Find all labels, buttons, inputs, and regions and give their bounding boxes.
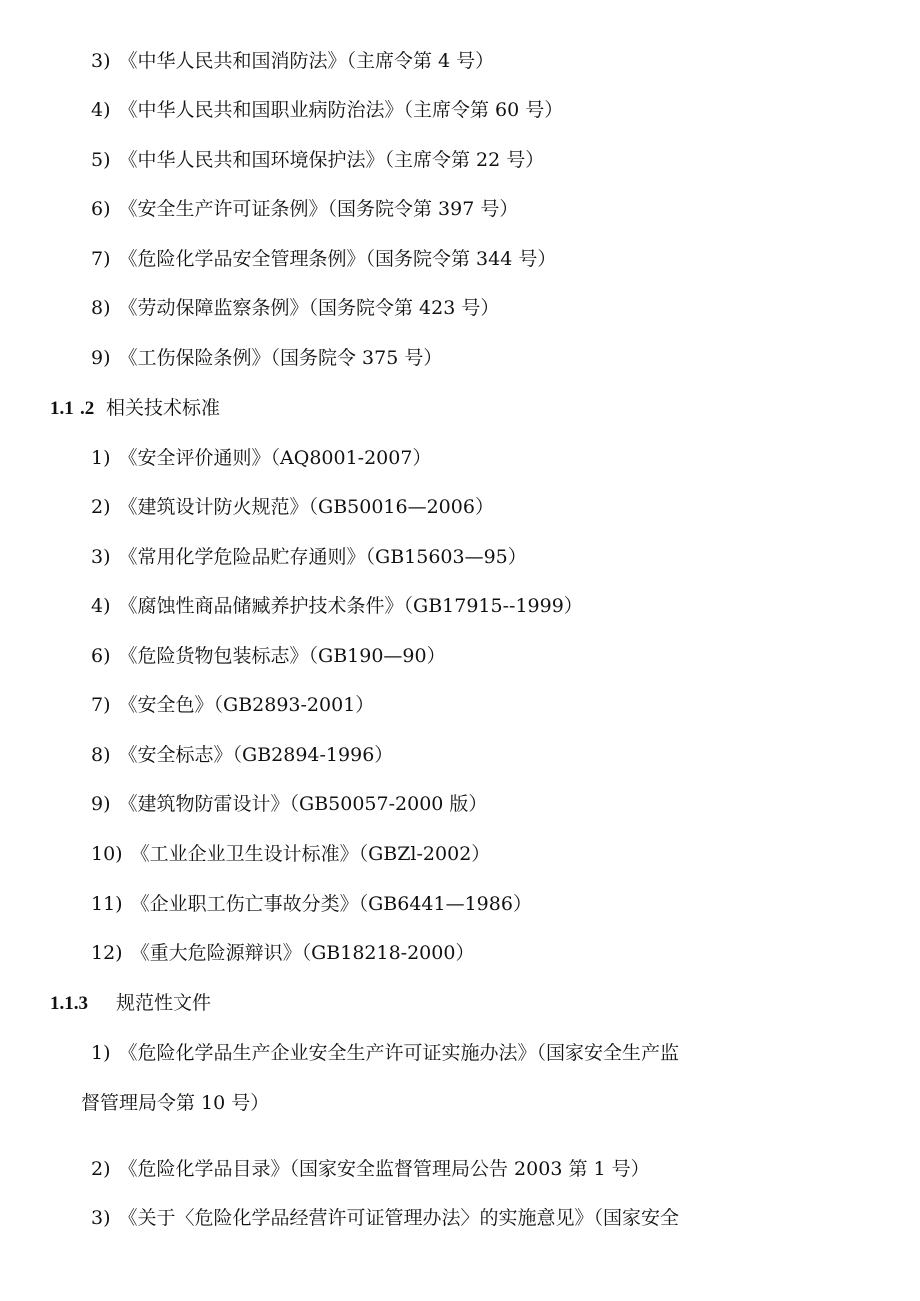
list-item-number: 9) — [91, 793, 111, 815]
list-item-text: 《腐蚀性商品储臧养护技术条件》（GB17915--1999） — [118, 595, 583, 617]
list-item-number: 12) — [91, 942, 123, 964]
list-item — [91, 544, 527, 570]
list-item — [91, 791, 487, 817]
section-heading — [50, 990, 211, 1017]
list-item-text: 《中华人民共和国职业病防治法》（主席令第 60 号） — [118, 99, 564, 121]
list-item — [91, 345, 442, 371]
list-item-number: 3) — [91, 50, 111, 72]
list-item — [91, 246, 556, 272]
list-item-number: 7) — [91, 248, 111, 270]
list-item-number: 2) — [91, 496, 111, 518]
list-item — [91, 1040, 679, 1066]
heading-title: 规范性文件 — [116, 992, 212, 1014]
list-item — [91, 692, 374, 718]
list-item-text: 《关于〈危险化学品经营许可证管理办法〉的实施意见》（国家安全 — [118, 1207, 680, 1229]
list-item — [91, 196, 518, 222]
list-item-number: 4) — [91, 595, 111, 617]
list-item-number: 4) — [91, 99, 111, 121]
list-item-number: 3) — [91, 1207, 111, 1229]
list-item — [91, 643, 446, 669]
list-item-text: 《危险化学品生产企业安全生产许可证实施办法》（国家安全生产监 — [118, 1042, 680, 1064]
section-heading — [50, 395, 220, 422]
list-item-text: 《中华人民共和国环境保护法》（主席令第 22 号） — [118, 149, 545, 171]
list-item-number: 7) — [91, 694, 111, 716]
list-item-number: 6) — [91, 198, 111, 220]
list-item — [91, 1156, 650, 1182]
list-item — [91, 48, 494, 74]
list-item-number: 8) — [91, 297, 111, 319]
list-item-text: 《常用化学危险品贮存通则》（GB15603—95） — [118, 546, 527, 568]
list-item-number: 8) — [91, 744, 111, 766]
list-item-text: 《危险化学品安全管理条例》（国务院令第 344 号） — [118, 248, 557, 270]
list-item-text: 《建筑设计防火规范》（GB50016—2006） — [118, 496, 494, 518]
list-item-number: 9) — [91, 347, 111, 369]
list-item — [91, 841, 490, 867]
list-item-text: 《安全评价通则》（AQ8001-2007） — [118, 447, 432, 469]
list-item-text: 《安全标志》（GB2894-1996） — [118, 744, 394, 766]
heading-number: 1.1.3 — [50, 993, 88, 1014]
list-item — [91, 742, 393, 768]
list-item-text: 《安全生产许可证条例》（国务院令第 397 号） — [118, 198, 519, 220]
list-item — [91, 295, 499, 321]
list-item-number: 10) — [91, 843, 123, 865]
heading-number-suffix: .2 — [80, 398, 95, 419]
list-item-text: 《重大危险源辩识》（GB18218-2000） — [130, 942, 475, 964]
list-item-continuation: 督管理局令第 10 号） — [81, 1092, 270, 1114]
list-item-text: 《安全色》（GB2893-2001） — [118, 694, 375, 716]
list-item — [91, 147, 544, 173]
list-item-number: 1) — [91, 1042, 111, 1064]
list-item — [91, 940, 474, 966]
heading-number: 1.1 — [50, 398, 74, 419]
list-item-text: 《企业职工伤亡事故分类》（GB6441—1986） — [130, 893, 532, 915]
list-item — [91, 1205, 679, 1231]
list-item — [91, 445, 431, 471]
list-item — [91, 494, 494, 520]
list-item — [91, 97, 563, 123]
list-item-number: 5) — [91, 149, 111, 171]
list-item-number: 11) — [91, 893, 123, 915]
list-item-number: 2) — [91, 1158, 111, 1180]
heading-title: 相关技术标准 — [106, 397, 221, 419]
list-item-text: 《建筑物防雷设计》（GB50057-2000 版） — [118, 793, 488, 815]
list-item — [91, 593, 583, 619]
list-item-text: 《中华人民共和国消防法》（主席令第 4 号） — [118, 50, 495, 72]
list-item-text: 《危险化学品目录》（国家安全监督管理局公告 2003 第 1 号） — [118, 1158, 650, 1180]
list-item-text: 《工业企业卫生设计标准》（GBZl-2002） — [130, 843, 491, 865]
list-item-text: 《危险货物包装标志》（GB190—90） — [118, 645, 446, 667]
list-item-number: 6) — [91, 645, 111, 667]
list-item-text: 《劳动保障监察条例》（国务院令第 423 号） — [118, 297, 500, 319]
list-item-text: 《工伤保险条例》（国务院令 375 号） — [118, 347, 443, 369]
list-item-number: 3) — [91, 546, 111, 568]
list-item — [91, 891, 532, 917]
list-item-number: 1) — [91, 447, 111, 469]
